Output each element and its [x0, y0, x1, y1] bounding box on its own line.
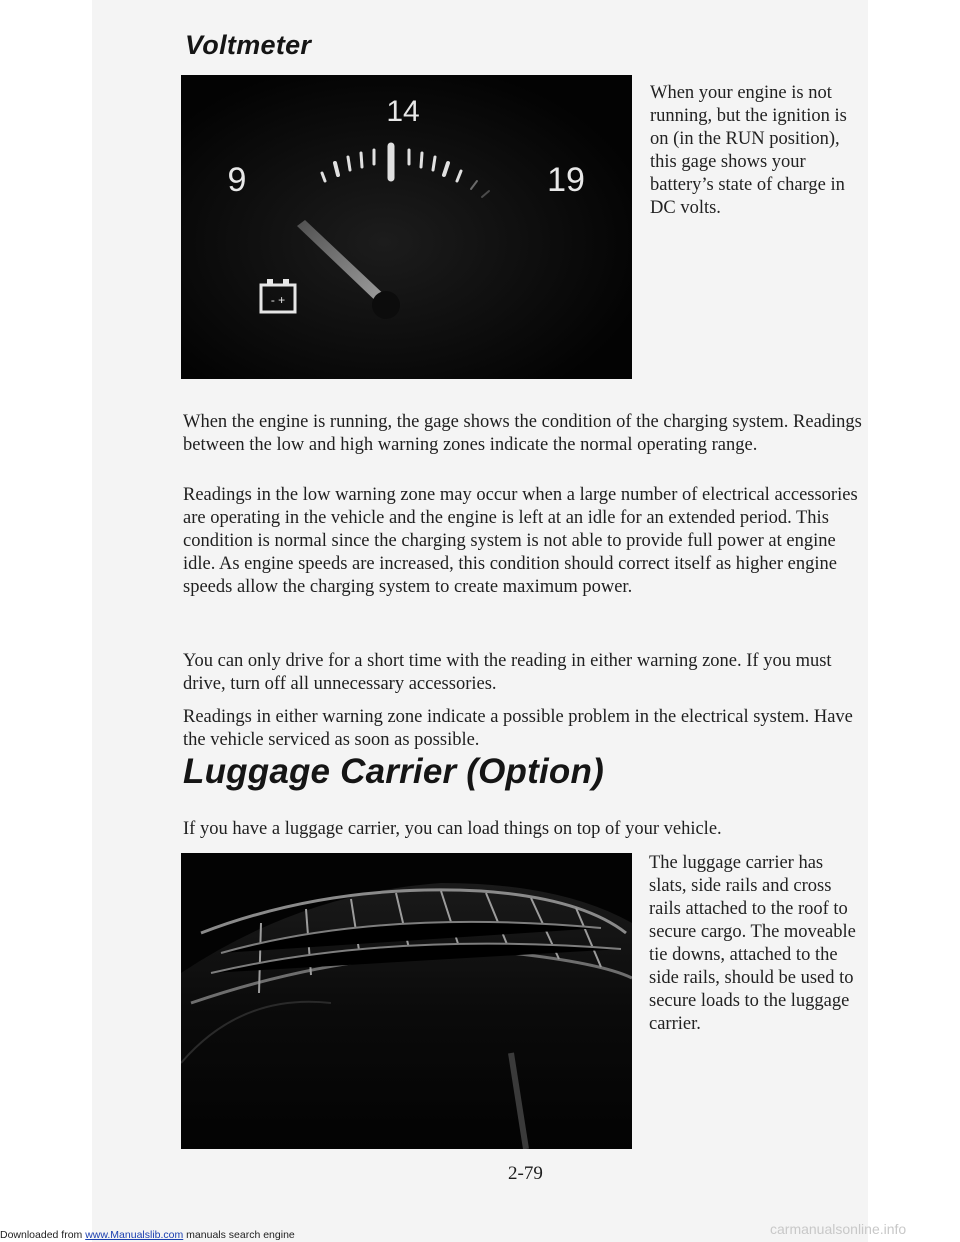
luggage-carrier-photo — [181, 853, 632, 1149]
gauge-label-mid: 14 — [386, 95, 420, 128]
luggage-carrier-side-text: The luggage carrier has slats, side rails and cross rails attached to the roof to secure cargo. The moveable tie downs, attached to the side rails, should be used to secure loads to the luggage carrier. — [649, 853, 856, 1034]
luggage-carrier-heading: Luggage Carrier (Option) — [183, 752, 604, 791]
gauge-label-high: 19 — [547, 161, 585, 199]
manualslib-link[interactable]: www.Manualslib.com — [85, 1229, 184, 1241]
voltmeter-paragraph: Readings in the low warning zone may occur when a large number of electrical accessories are operating in the vehicle and the engine is left at an idle for an extended period. This condition is normal since the charging system is not able to provide full power at engine idle. As engine speeds are increased, this condition should correct itself as higher engine speeds allow the charging system to create maximum power. — [183, 485, 858, 597]
voltmeter-paragraph: You can only drive for a short time with the reading in either warning zone. If you must drive, turn off all unnecessary accessories. — [183, 651, 832, 694]
battery-polarity-label: - + — [270, 293, 286, 307]
gauge-label-low: 9 — [227, 161, 247, 199]
watermark-text: carmanualsonline.info — [770, 1221, 907, 1237]
voltmeter-gauge-photo — [181, 75, 632, 379]
voltmeter-paragraph: Readings in either warning zone indicate a possible problem in the electrical system. Have the vehicle serviced as soon as possible. — [183, 707, 853, 750]
luggage-carrier-illustration — [181, 853, 632, 1149]
voltmeter-heading: Voltmeter — [185, 30, 312, 60]
download-footer — [0, 1229, 295, 1241]
voltmeter-side-text: When your engine is not running, but the ignition is on (in the RUN position), this gage shows your battery’s state of charge in DC volts. — [650, 83, 847, 218]
voltmeter-paragraph: When the engine is running, the gage shows the condition of the charging system. Readings between the low and high warning zones indicate the normal operating range. — [183, 412, 862, 455]
voltmeter-gauge-illustration — [181, 75, 632, 379]
page-number: 2-79 — [508, 1163, 543, 1184]
footer-prefix: Downloaded from — [0, 1229, 86, 1241]
luggage-intro-text: If you have a luggage carrier, you can load things on top of your vehicle. — [183, 819, 722, 839]
footer-suffix: manuals search engine — [183, 1229, 295, 1241]
gauge-needle-hub — [372, 291, 400, 319]
